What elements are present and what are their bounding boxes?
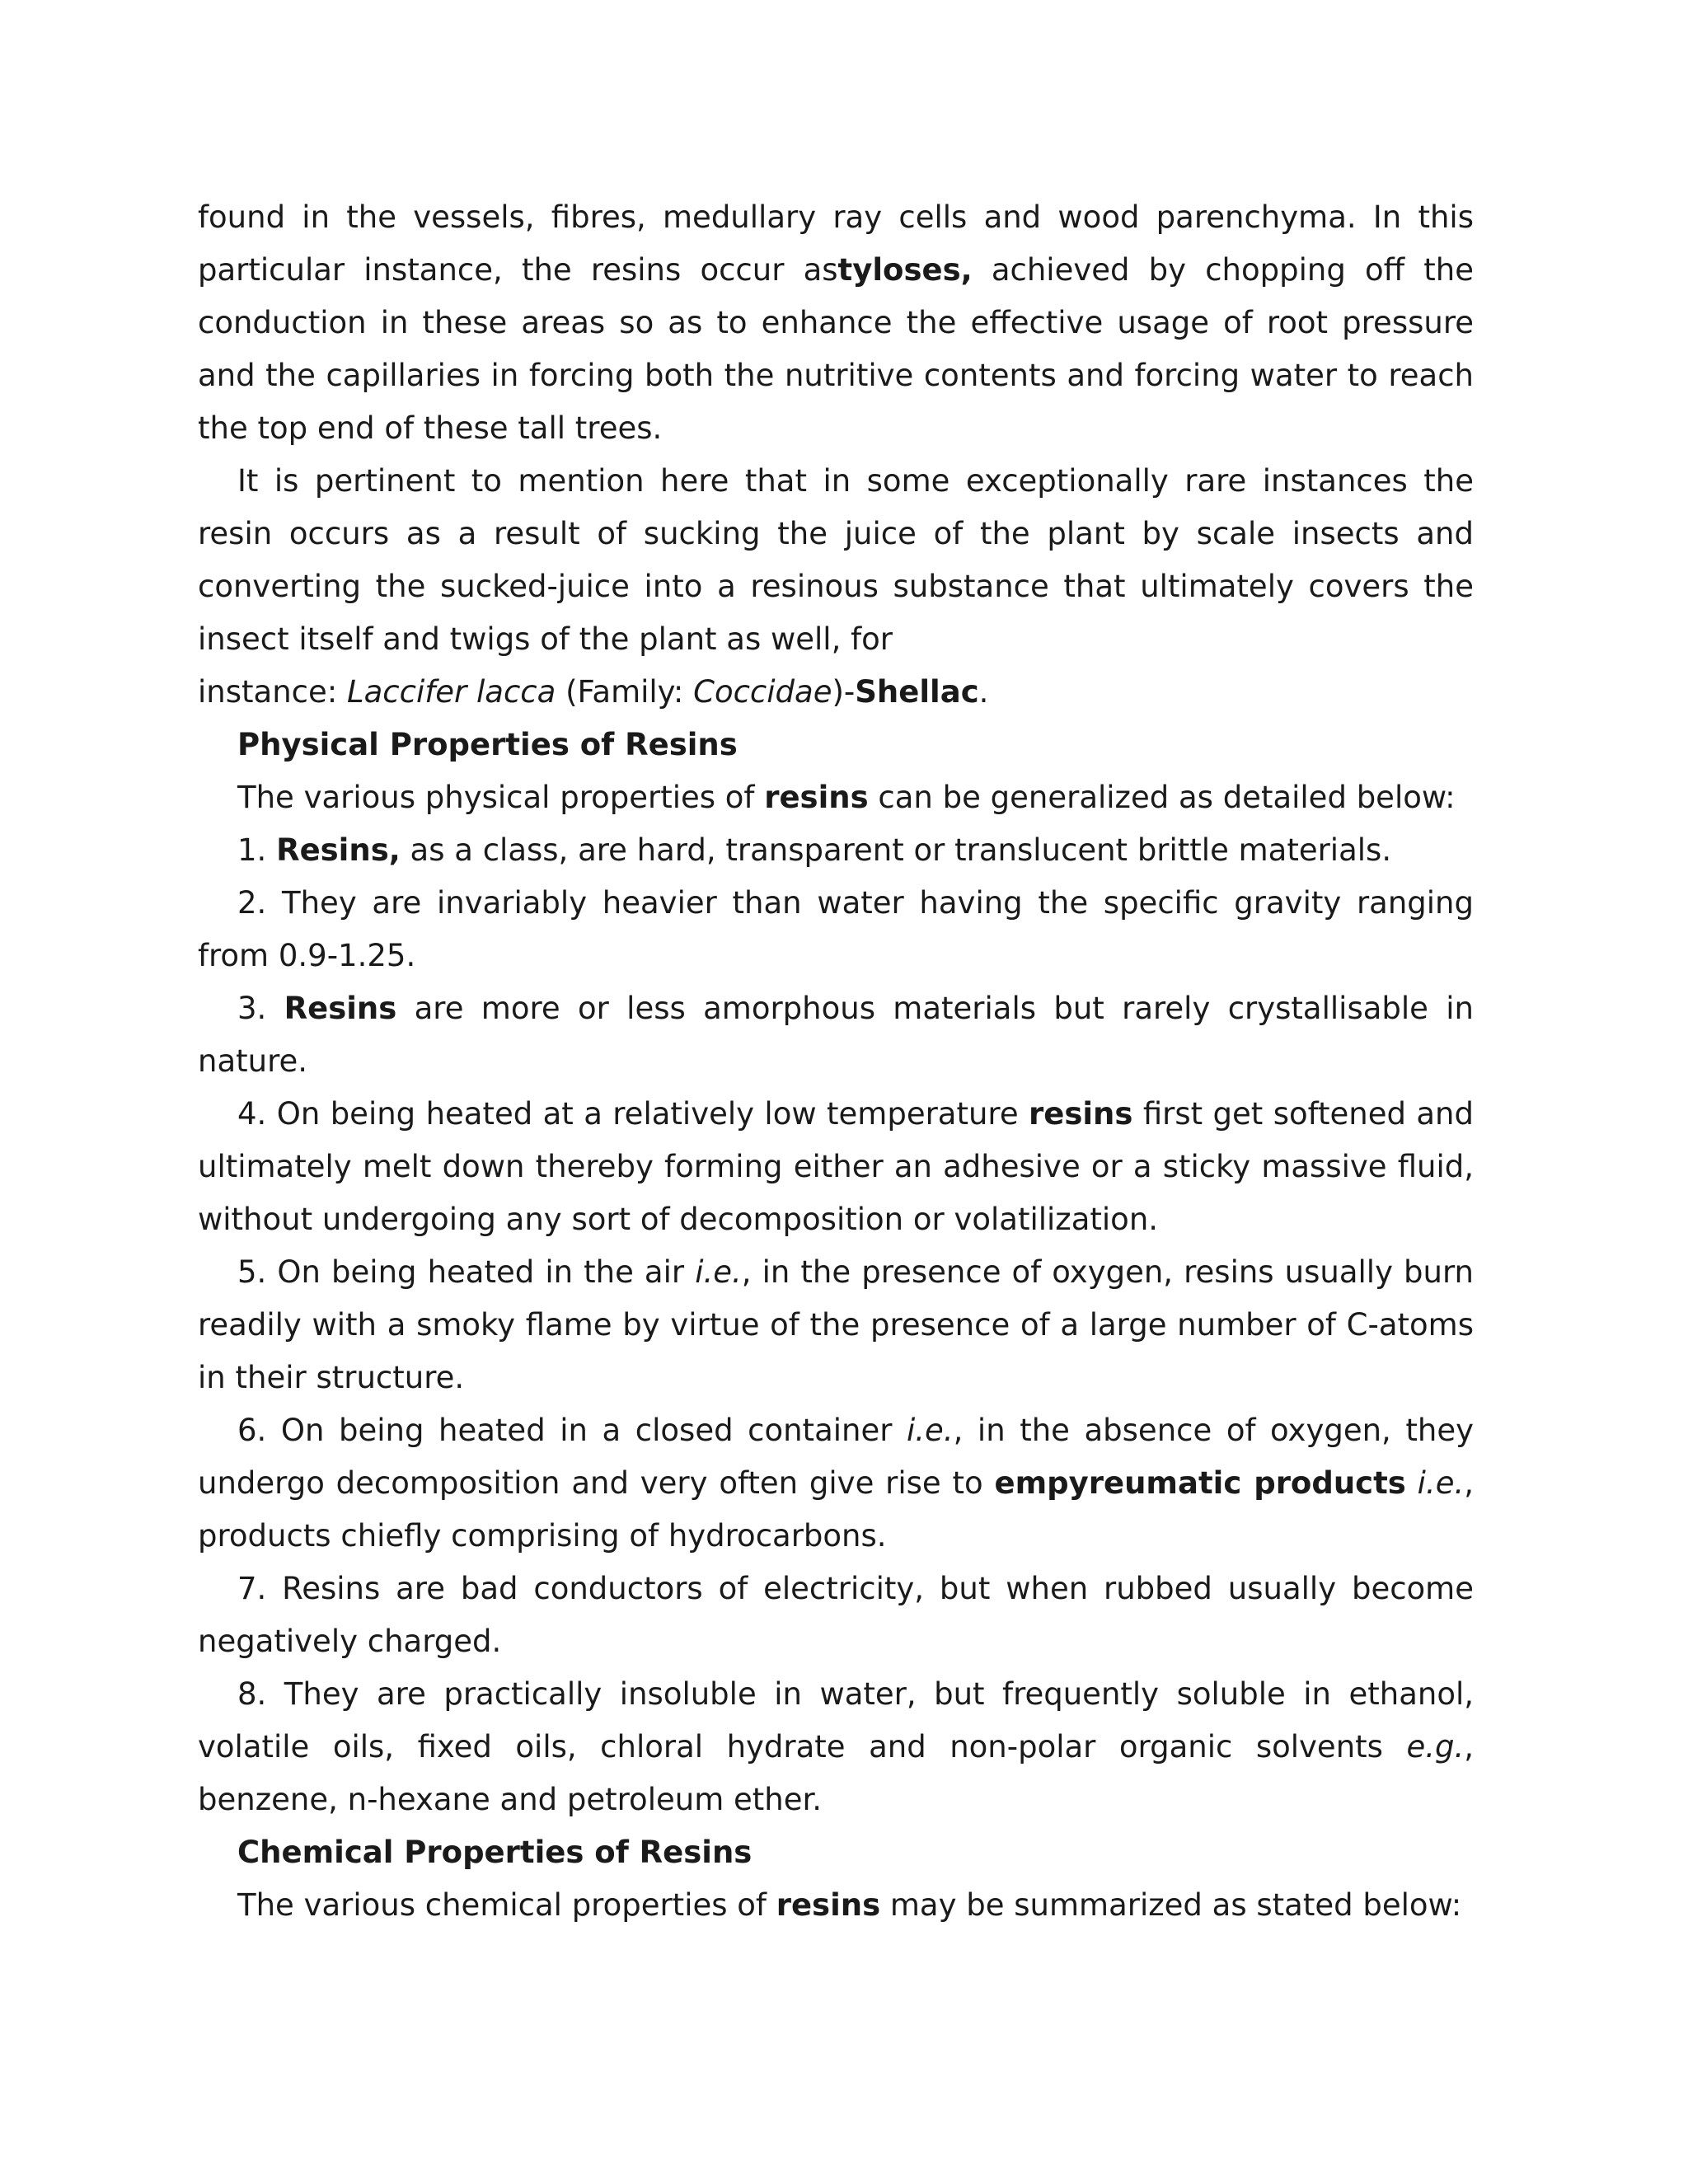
text: found in the vessels, fibres, medullary ray cells and wood parenchyma. In this particular instance, the resins occur as — [198, 199, 1474, 288]
text: , benzene, n-hexane and petroleum ether. — [198, 1729, 1474, 1817]
physical-item-4 — [198, 1088, 1474, 1246]
text: (Family: — [556, 674, 694, 710]
text: The various physical properties of — [237, 780, 765, 815]
physical-item-5 — [198, 1246, 1474, 1404]
heading-chemical-properties: Chemical Properties of Resins — [237, 1835, 753, 1870]
abbrev-eg: e.g. — [1406, 1729, 1465, 1765]
text: 5. On being heated in the air — [237, 1254, 696, 1290]
document-page — [198, 191, 1474, 1932]
abbrev-ie: i.e. — [907, 1413, 954, 1448]
text: may be summarized as stated below: — [880, 1887, 1462, 1923]
physical-item-1 — [198, 824, 1474, 877]
term-empyreumatic-products: empyreumatic products — [994, 1465, 1406, 1501]
abbrev-ie: i.e. — [1417, 1465, 1465, 1501]
heading-physical-properties: Physical Properties of Resins — [237, 727, 738, 762]
abbrev-ie: i.e. — [695, 1254, 742, 1290]
species-name: Laccifer lacca — [346, 674, 556, 710]
text: 3. — [237, 991, 284, 1026]
text: 1. — [237, 832, 277, 868]
text: are more or less amorphous materials but rarely crystallisable in nature. — [198, 991, 1474, 1079]
text: first get softened and ultimately melt down thereby forming either an adhesive or a sticky massive fluid, without undergoing any sort of decomposition or volatilization. — [198, 1096, 1474, 1237]
term-resins: Resins — [284, 991, 397, 1026]
text: . — [978, 674, 989, 710]
text: 8. They are practically insoluble in water, but frequently soluble in ethanol, volatile oils, fixed oils, chloral hydrate and non-polar organic solvents — [198, 1676, 1474, 1765]
text: 4. On being heated at a relatively low temperature — [237, 1096, 1029, 1132]
term-resins: resins — [1029, 1096, 1133, 1132]
paragraph-scale-insects — [198, 455, 1474, 719]
family-name: Coccidae — [693, 674, 832, 710]
text: The various chemical properties of — [237, 1887, 776, 1923]
chemical-lead — [198, 1879, 1474, 1932]
term-shellac: Shellac — [855, 674, 979, 710]
paragraph-resin-occurrence — [198, 191, 1474, 455]
text: , in the presence of oxygen, resins usually burn readily with a smoky flame by virtue of the presence of a large number of C-atoms in their structure. — [198, 1254, 1474, 1395]
term-resins: resins — [764, 780, 869, 815]
physical-item-7: 7. Resins are bad conductors of electricity, but when rubbed usually become negatively charged. — [198, 1571, 1474, 1659]
text: can be generalized as detailed below: — [868, 780, 1456, 815]
text: 6. On being heated in a closed container — [237, 1413, 907, 1448]
text: as a class, are hard, transparent or translucent brittle materials. — [400, 832, 1392, 868]
text: It is pertinent to mention here that in some exceptionally rare instances the resin occurs as a result of sucking the juice of the plant by scale insects and converting the sucked-juice into a resinous substance that ultimately covers the insect itself and twigs of the plant as well, for — [198, 463, 1474, 657]
physical-item-3 — [198, 982, 1474, 1088]
term-resins: Resins, — [276, 832, 401, 868]
text: )- — [832, 674, 856, 710]
text: , in the absence of oxygen, they undergo decomposition and very often give rise to — [198, 1413, 1474, 1501]
physical-item-2: 2. They are invariably heavier than water having the specific gravity ranging from 0.9-1.25. — [198, 885, 1474, 973]
text: achieved by chopping off the conduction in these areas so as to enhance the effective usage of root pressure and the capillaries in forcing both the nutritive contents and forcing water to reach the top end of these tall trees. — [198, 252, 1474, 446]
text — [1406, 1465, 1418, 1501]
physical-item-6 — [198, 1404, 1474, 1563]
physical-lead — [198, 771, 1474, 824]
text: , products chiefly comprising of hydrocarbons. — [198, 1465, 1474, 1554]
physical-item-8 — [198, 1668, 1474, 1826]
text: instance: — [198, 674, 347, 710]
term-tyloses: tyloses, — [837, 252, 973, 288]
term-resins: resins — [776, 1887, 881, 1923]
